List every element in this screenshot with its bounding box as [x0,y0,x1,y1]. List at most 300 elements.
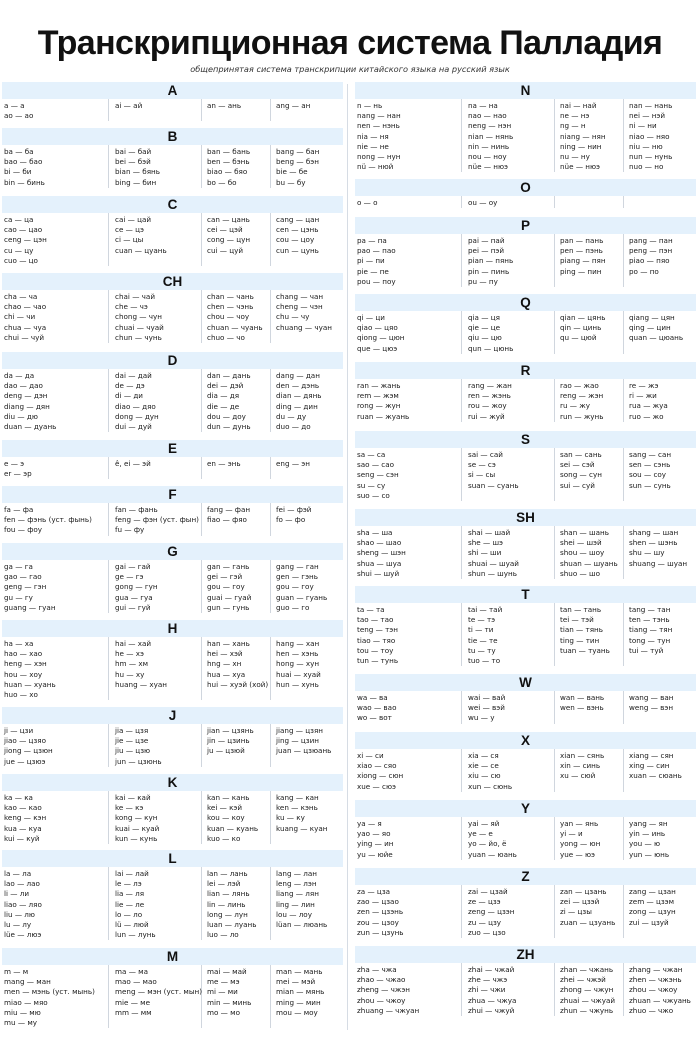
syllable-entry: ca — ца [4,215,34,224]
syllable-entry: bi — би [4,167,32,177]
syllable-entry: zhai — чжай [468,965,515,974]
syllable-grid [355,963,696,1016]
syllable-grid [2,867,343,940]
syllable-entry: mei — мэй [276,977,316,987]
syllable-entry: chan — чань [207,292,254,301]
syllable-column [560,885,624,938]
syllable-entry: teng — тэн [357,625,398,635]
syllable-entry: wu — у [468,713,495,723]
syllable-entry: ming — мин [276,997,321,1007]
syllable-entry: she — шэ [468,538,504,548]
syllable-entry: nü — нюй [357,162,394,172]
syllable-column [629,448,693,501]
section-letter-heading: C [2,196,343,213]
syllable-entry: xiang — сян [629,751,674,760]
syllable-entry: jiu — цзю [115,746,151,756]
syllable-column [276,724,340,767]
syllable-entry: can — цань [207,215,250,224]
syllable-entry: shuai — шуай [468,558,519,568]
syllable-entry: shang — шан [629,528,679,537]
syllable-column [357,196,462,208]
syllable-entry: piao — пяо [629,256,670,266]
syllable-entry: gan — гань [207,562,250,571]
section-letter-heading: Z [355,868,696,885]
syllable-entry: hua — хуа [207,669,246,679]
syllable-column [357,526,462,579]
syllable-entry: lai — лай [115,869,149,878]
section-letter-heading: R [355,362,696,379]
syllable-entry: qian — цянь [560,313,606,322]
syllable-column [560,817,624,860]
syllable-entry: feng — фэн (уст. фын) [115,515,199,525]
syllable-entry: mou — моу [276,1007,318,1017]
syllable-entry: duo — до [276,422,311,432]
syllable-entry: beng — бэн [276,157,319,167]
section-letter-heading: B [2,128,343,145]
syllable-entry: zhou — чжоу [629,985,678,995]
section-z [355,868,696,938]
syllable-entry: dao — дао [4,381,43,391]
syllable-entry: san — сань [560,450,602,459]
syllable-entry: ha — ха [4,639,34,648]
syllable-entry: jun — цзюнь [115,756,162,766]
syllable-entry: shua — шуа [357,558,402,568]
syllable-column [115,637,202,700]
syllable-entry: sa — са [357,450,386,459]
syllable-entry: gua — гуа [115,592,153,602]
syllable-entry: bu — бу [276,177,306,187]
syllable-entry: fen — фэнь (уст. фынь) [4,515,92,525]
syllable-entry: cai — цай [115,215,152,224]
section-letter-heading: N [355,82,696,99]
syllable-entry: xin — синь [560,761,601,771]
syllable-entry: pian — пянь [468,256,514,266]
syllable-entry: que — цюэ [357,343,398,353]
syllable-column [276,369,340,432]
section-letter-heading: X [355,732,696,749]
syllable-entry: qie — це [468,323,501,333]
syllable-entry: kang — кан [276,793,319,802]
syllable-entry: kuo — ко [207,833,241,843]
syllable-entry: zhong — чжун [560,985,614,995]
syllable-entry: wang — ван [629,693,674,702]
syllable-entry: zi — цзы [560,907,592,917]
syllable-column [629,311,693,354]
syllable-column [115,560,202,613]
syllable-entry: gong — гун [115,582,158,592]
syllable-entry: pa — па [357,236,387,245]
syllable-entry: cui — цуй [207,245,244,255]
syllable-entry: po — по [629,266,659,276]
section-m [2,948,343,1028]
section-letter-heading: S [355,431,696,448]
syllable-entry: jing — цзин [276,736,319,746]
syllable-column [4,145,109,188]
syllable-column [276,457,340,479]
syllable-entry: kua — куа [4,823,42,833]
syllable-entry: pei — пэй [468,246,505,256]
syllable-entry: kei — кэй [207,803,243,813]
section-letter-heading: Y [355,800,696,817]
syllable-entry: tu — ту [468,645,496,655]
syllable-entry: ni — ни [629,121,657,131]
syllable-column [357,448,462,501]
syllable-entry: a — а [4,101,25,110]
syllable-entry: ben — бэнь [207,157,250,167]
syllable-entry: xu — сюй [560,771,596,781]
syllable-entry: shu — шу [629,548,665,558]
syllable-grid [355,448,696,501]
syllable-entry: te — тэ [468,615,496,625]
syllable-entry: min — минь [207,997,252,1007]
syllable-entry: den — дэнь [276,381,320,391]
syllable-grid [2,503,343,536]
syllable-entry: he — хэ [115,649,144,659]
syllable-column [276,791,340,844]
syllable-entry: zhun — чжунь [560,1005,614,1015]
syllable-entry: song — сун [560,470,602,480]
syllable-entry: zhuo — чжо [629,1005,674,1015]
syllable-entry: you — ю [629,839,661,849]
syllable-entry: chao — чао [4,302,47,312]
section-letter-heading: CH [2,273,343,290]
syllable-entry: zei — цзэй [560,897,600,907]
syllable-entry: leng — лэн [276,879,317,889]
syllable-entry: lü — люй [115,920,149,930]
syllable-entry: gou — гоу [276,582,314,592]
section-d [2,352,343,432]
syllable-entry: bai — бай [115,147,152,156]
syllable-entry: an — ань [207,101,242,110]
syllable-entry: kuan — куань [207,823,259,833]
syllable-entry: zai — цзай [468,887,508,896]
syllable-entry: qi — ци [357,313,385,322]
section-b [2,128,343,188]
syllable-column [468,448,555,501]
syllable-entry: sen — сэнь [629,460,671,470]
syllable-column [629,963,693,1016]
syllable-column [468,603,555,666]
syllable-entry: seng — сэн [357,470,399,480]
syllable-entry: re — жэ [629,381,659,390]
syllable-entry: chang — чан [276,292,324,301]
syllable-entry: nian — нянь [468,131,514,141]
syllable-column [357,234,462,287]
syllable-entry: ban — бань [207,147,251,156]
syllable-entry: tong — тун [629,635,671,645]
syllable-entry: yao — яо [357,829,391,839]
section-r [355,362,696,422]
syllable-entry: chen — чэнь [207,302,254,312]
syllable-entry: dia — дя [207,391,240,401]
syllable-entry: chu — чу [276,312,310,322]
section-letter-heading: M [2,948,343,965]
syllable-column [468,526,555,579]
syllable-entry: diang — дян [4,401,50,411]
syllable-entry: sui — суй [560,480,595,490]
syllable-entry: hng — хн [207,659,242,669]
syllable-entry: nu — ну [560,152,590,162]
section-letter-heading: P [355,217,696,234]
syllable-entry: xiu — сю [468,771,501,781]
syllable-entry: kuang — куан [276,823,328,833]
syllable-entry: yang — ян [629,819,668,828]
section-f [2,486,343,536]
syllable-entry: miu — мю [4,1007,41,1017]
syllable-entry: ding — дин [276,401,318,411]
syllable-entry: dong — дун [115,411,159,421]
syllable-entry: piang — пян [560,256,606,266]
syllable-column [629,817,693,860]
syllable-entry: kou — коу [207,813,245,823]
syllable-entry: yan — янь [560,819,599,828]
syllable-grid [2,457,343,479]
syllable-column [357,99,462,172]
syllable-column [357,311,462,354]
syllable-entry: ta — та [357,605,385,614]
syllable-entry: wen — вэнь [560,703,604,713]
syllable-entry: ning — нин [560,141,602,151]
syllable-column [276,99,340,121]
syllable-entry: ge — гэ [115,572,144,582]
syllable-grid [2,369,343,432]
syllable-grid [355,526,696,579]
syllable-entry: jiong — цзюн [4,746,53,756]
syllable-entry: lei — лэй [207,879,241,889]
syllable-entry: xue — сюэ [357,781,396,791]
syllable-entry: er — эр [4,469,32,479]
section-sh [355,509,696,579]
syllable-column [115,99,202,121]
section-letter-heading: J [2,707,343,724]
syllable-entry: chuo — чо [207,332,245,342]
syllable-column [629,99,693,172]
syllable-entry: juan — цзюань [276,746,332,756]
syllable-entry: hong — хун [276,659,320,669]
syllable-entry: zuan — цзуань [560,917,616,927]
syllable-entry: chai — чай [115,292,155,301]
syllable-entry: xun — сюнь [468,781,513,791]
syllable-entry: luan — луань [207,920,257,930]
syllable-entry: xing — син [629,761,670,771]
syllable-entry: za — цза [357,887,391,896]
syllable-column [357,963,462,1016]
syllable-column [4,637,109,700]
syllable-grid [2,791,343,844]
syllable-entry: neng — нэн [468,121,512,131]
syllable-grid [355,817,696,860]
syllable-entry: qin — цинь [560,323,602,333]
syllable-column [468,99,555,172]
syllable-entry: gu — гу [4,592,33,602]
syllable-column [560,99,624,172]
syllable-entry: xia — ся [468,751,499,760]
syllable-column [4,965,109,1028]
syllable-entry: zhua — чжуа [468,995,517,1005]
syllable-entry: geng — гэн [4,582,47,592]
syllable-entry: ng — н [560,121,586,131]
syllable-entry: qia — ця [468,313,500,322]
syllable-entry: jie — цзе [115,736,149,746]
syllable-entry: fa — фа [4,505,34,514]
syllable-entry: pan — пань [560,236,604,245]
syllable-entry: tai — тай [468,605,503,614]
syllable-entry: m — м [4,967,29,976]
syllable-entry: qing — цин [629,323,671,333]
syllable-entry: keng — кэн [4,813,47,823]
syllable-column [4,369,109,432]
syllable-entry: su — су [357,480,386,490]
syllable-entry: di — ди [115,391,143,401]
syllable-entry: ju — цзюй [207,746,245,756]
syllable-entry: chong — чун [115,312,162,322]
syllable-entry: yue — юэ [560,849,595,859]
syllable-entry: ji — цзи [4,726,34,735]
syllable-column [207,503,271,536]
syllable-column [207,290,271,343]
syllable-entry: hao — хао [4,649,43,659]
syllable-column [115,145,202,188]
syllable-entry: nao — нао [468,111,507,121]
syllable-entry: bo — бо [207,177,237,187]
syllable-entry: pai — пай [468,236,505,245]
section-j [2,707,343,767]
syllable-entry: ku — ку [276,813,305,823]
syllable-entry: shun — шунь [468,568,517,578]
section-letter-heading: Q [355,294,696,311]
section-y [355,800,696,860]
syllable-entry: cun — цунь [276,245,319,255]
syllable-entry: huo — хо [4,690,38,700]
syllable-column [276,145,340,188]
syllable-entry: biao — бяо [207,167,248,177]
syllable-entry: qiao — цяо [357,323,398,333]
syllable-entry: yo — йо, ё [468,839,507,849]
syllable-entry: cha — ча [4,292,38,301]
syllable-column [560,526,624,579]
section-s [355,431,696,501]
syllable-entry: ti — ти [468,625,494,635]
syllable-column [115,965,202,1028]
syllable-entry: hu — ху [115,669,145,679]
syllable-entry: ren — жэнь [468,391,511,401]
syllable-entry: shou — шоу [560,548,605,558]
syllable-column [276,965,340,1028]
syllable-entry: jin — цзинь [207,736,250,746]
syllable-entry: zu — цзу [468,917,502,927]
syllable-entry: nan — нань [629,101,673,110]
syllable-column [4,791,109,844]
syllable-column [357,691,462,724]
syllable-column [357,817,462,860]
syllable-entry: shi — ши [468,548,502,558]
syllable-entry: zhi — чжи [468,985,506,995]
syllable-entry: rua — жуа [629,401,668,411]
syllable-entry: o — о [357,198,378,207]
section-t [355,586,696,666]
syllable-entry: bao — бао [4,157,43,167]
syllable-column [357,749,462,792]
syllable-column [468,885,555,938]
syllable-entry: gao — гао [4,572,42,582]
syllable-entry: ke — кэ [115,803,144,813]
syllable-entry: ya — я [357,819,382,828]
syllable-entry: chui — чуй [4,332,44,342]
syllable-entry: shai — шай [468,528,511,537]
syllable-grid [355,691,696,724]
syllable-entry: qiu — цю [468,333,502,343]
syllable-entry: mai — май [207,967,247,976]
syllable-entry: nin — нинь [468,141,510,151]
syllable-entry: quan — цюань [629,333,684,343]
syllable-entry: mo — мо [207,1007,240,1017]
syllable-entry: en — энь [207,459,241,468]
syllable-entry: mao — мао [115,977,157,987]
syllable-column [560,196,624,208]
syllable-entry: sao — сао [357,460,395,470]
syllable-entry: men — мэнь (уст. мынь) [4,987,95,997]
syllable-entry: wei — вэй [468,703,505,713]
syllable-entry: zha — чжа [357,965,397,974]
syllable-entry: shuo — шо [560,568,600,578]
syllable-entry: cuan — цуань [115,245,167,255]
syllable-entry: rou — жоу [468,401,507,411]
syllable-entry: gui — гуй [115,602,151,612]
syllable-column [468,691,555,724]
syllable-entry: fei — фэй [276,505,312,514]
syllable-entry: mang — ман [4,977,51,987]
syllable-entry: kui — куй [4,833,40,843]
syllable-entry: tiao — тяо [357,635,396,645]
syllable-entry: che — чэ [115,302,148,312]
syllable-entry: ye — е [468,829,493,839]
syllable-column [4,290,109,343]
syllable-entry: cang — цан [276,215,320,224]
syllable-entry: ai — ай [115,101,143,110]
syllable-column [560,234,624,287]
syllable-entry: suo — со [357,490,390,500]
syllable-entry: tao — тао [357,615,394,625]
syllable-entry: se — сэ [468,460,496,470]
syllable-entry: du — ду [276,411,307,421]
syllable-entry: zao — цзао [357,897,399,907]
syllable-entry: mian — мянь [276,987,325,997]
syllable-entry: xiao — сяо [357,761,397,771]
syllable-column [115,867,202,940]
syllable-column [276,637,340,700]
syllable-column [115,290,202,343]
syllable-entry: gen — гэнь [276,572,318,582]
syllable-entry: nai — най [560,101,597,110]
syllable-column [4,560,109,613]
syllable-column [115,791,202,844]
syllable-entry: xian — сянь [560,751,605,760]
syllable-entry: tuo — то [468,656,501,666]
syllable-column [629,379,693,422]
syllable-entry: lia — ля [115,889,145,899]
syllable-entry: cong — цун [207,235,251,245]
syllable-entry: tie — те [468,635,498,645]
syllable-entry: tei — тэй [560,615,594,625]
section-x [355,732,696,792]
syllable-entry: zhang — чжан [629,965,683,974]
syllable-entry: lian — лянь [207,889,250,899]
syllable-grid [355,234,696,287]
syllable-entry: shuang — шуан [629,558,688,568]
syllable-entry: mm — мм [115,1007,152,1017]
syllable-column [629,603,693,666]
syllable-entry: wo — вот [357,713,392,723]
